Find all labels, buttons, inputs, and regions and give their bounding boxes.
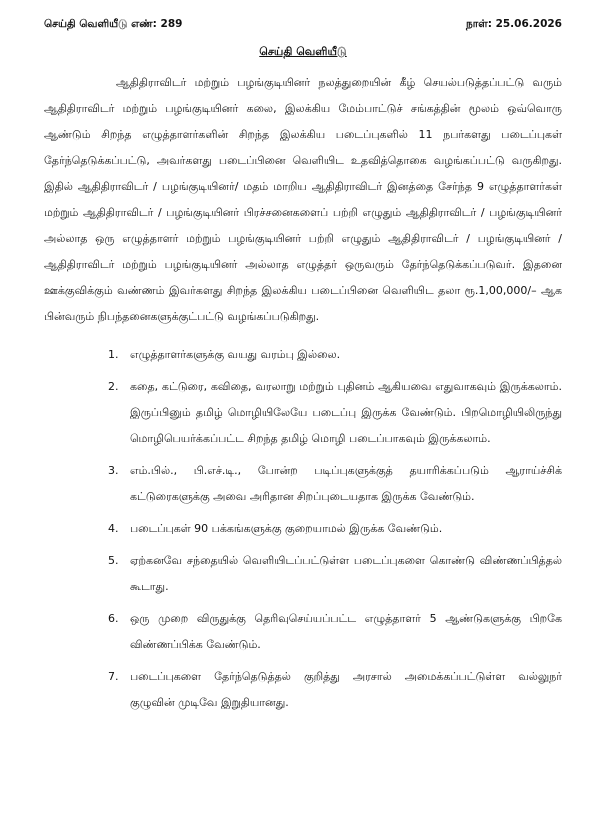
- document-title: செய்தி வெளியீடு: [259, 45, 347, 58]
- release-number: செய்தி வெளியீடு எண்: 289: [44, 18, 183, 30]
- condition-text: ஏற்கனவே சந்தையில் வெளியிடப்பட்டுள்ள படைப்புகளை கொண்டு விண்ணப்பித்தல் கூடாது.: [130, 554, 562, 593]
- condition-number: 3.: [108, 464, 119, 477]
- condition-item: [108, 548, 562, 600]
- condition-text: எழுத்தாளர்களுக்கு வயது வரம்பு இல்லை.: [130, 348, 341, 361]
- condition-item: [108, 342, 562, 368]
- condition-number: 4.: [108, 522, 119, 535]
- condition-number: 2.: [108, 380, 119, 393]
- document-header: [44, 18, 562, 31]
- body-text: ஆதிதிராவிடர் மற்றும் பழங்குடியினர் நலத்துறையின் கீழ் செயல்படுத்தப்பட்டு வரும் ஆதிதிராவிடர் மற்றும் பழங்குடியினர் கலை, இலக்கிய மேம்பாட்டுச் சங்கத்தின் மூலம் ஒவ்வொரு ஆண்டும் சிறந்த எழுத்தாளர்களின் சிறந்த இலக்கிய படைப்புகளில் 11 நபர்களது படைப்புகள் தேர்ந்தெடுக்கப்பட்டு, அவர்களது படைப்பினை வெளியிட உதவித்தொகை வழங்கப்பட்டு வருகிறது. இதில் ஆதிதிராவிடர் / பழங்குடியினர்/ மதம் மாறிய ஆதிதிராவிடர் இனத்தை சேர்ந்த 9 எழுத்தாளர்கள் மற்றும் ஆதிதிராவிடர் / பழங்குடியினர் பிரச்சனைகளைப் பற்றி எழுதும் ஆதிதிராவிடர் / பழங்குடியினர் அல்லாத ஒரு எழுத்தாளர் மற்றும் பழங்குடியினர் பற்றி எழுதும் ஆதிதிராவிடர் / பழங்குடியினர் / ஆதிதிராவிடர் மற்றும் பழங்குடியினர் அல்லாத எழுத்தர் ஒருவரும் தேர்ந்தெடுக்கப்படுவர். இதனை ஊக்குவிக்கும் வண்ணம் இவர்களது சிறந்த இலக்கிய படைப்பினை வெளியிட தலா ரூ.1,00,000/– ஆக பின்வரும் நிபந்தனைகளுக்குட்பட்டு வழங்கப்படுகிறது.: [44, 76, 562, 323]
- conditions-list: [44, 342, 562, 716]
- body-paragraph: [44, 70, 562, 330]
- condition-item: [108, 374, 562, 452]
- condition-text: கதை, கட்டுரை, கவிதை, வரலாறு மற்றும் புதினம் ஆகியவை எதுவாகவும் இருக்கலாம். இருப்பினும் தமிழ் மொழியிலேயே படைப்பு இருக்க வேண்டும். பிறமொழியிலிருந்து மொழிபெயர்க்கப்பட்ட சிறந்த தமிழ் மொழி படைப்பாகவும் இருக்கலாம்.: [130, 380, 562, 445]
- condition-item: [108, 458, 562, 510]
- condition-item: [108, 516, 562, 542]
- condition-number: 1.: [108, 348, 119, 361]
- condition-text: படைப்புகள் 90 பக்கங்களுக்கு குறையாமல் இருக்க வேண்டும்.: [130, 522, 443, 535]
- release-date: நாள்: 25.06.2026: [466, 18, 562, 30]
- condition-item: [108, 664, 562, 716]
- condition-text: எம்.பில்., பி.எச்.டி., போன்ற படிப்புகளுக்குத் தயாரிக்கப்படும் ஆராய்ச்சிக் கட்டுரைகளுக்கு அவை அரிதான சிறப்புடையதாக இருக்க வேண்டும்.: [130, 464, 562, 503]
- condition-text: ஒரு முறை விருதுக்கு தெரிவுசெய்யப்பட்ட எழுத்தாளர் 5 ஆண்டுகளுக்கு பிறகே விண்ணப்பிக்க வேண்டும்.: [130, 612, 562, 651]
- condition-number: 7.: [108, 670, 119, 683]
- condition-item: [108, 606, 562, 658]
- condition-text: படைப்புகளை தேர்ந்தெடுத்தல் குறித்து அரசால் அமைக்கப்பட்டுள்ள வல்லுநர் குழுவின் முடிவே இறுதியானது.: [130, 670, 562, 709]
- condition-number: 5.: [108, 554, 119, 567]
- condition-number: 6.: [108, 612, 119, 625]
